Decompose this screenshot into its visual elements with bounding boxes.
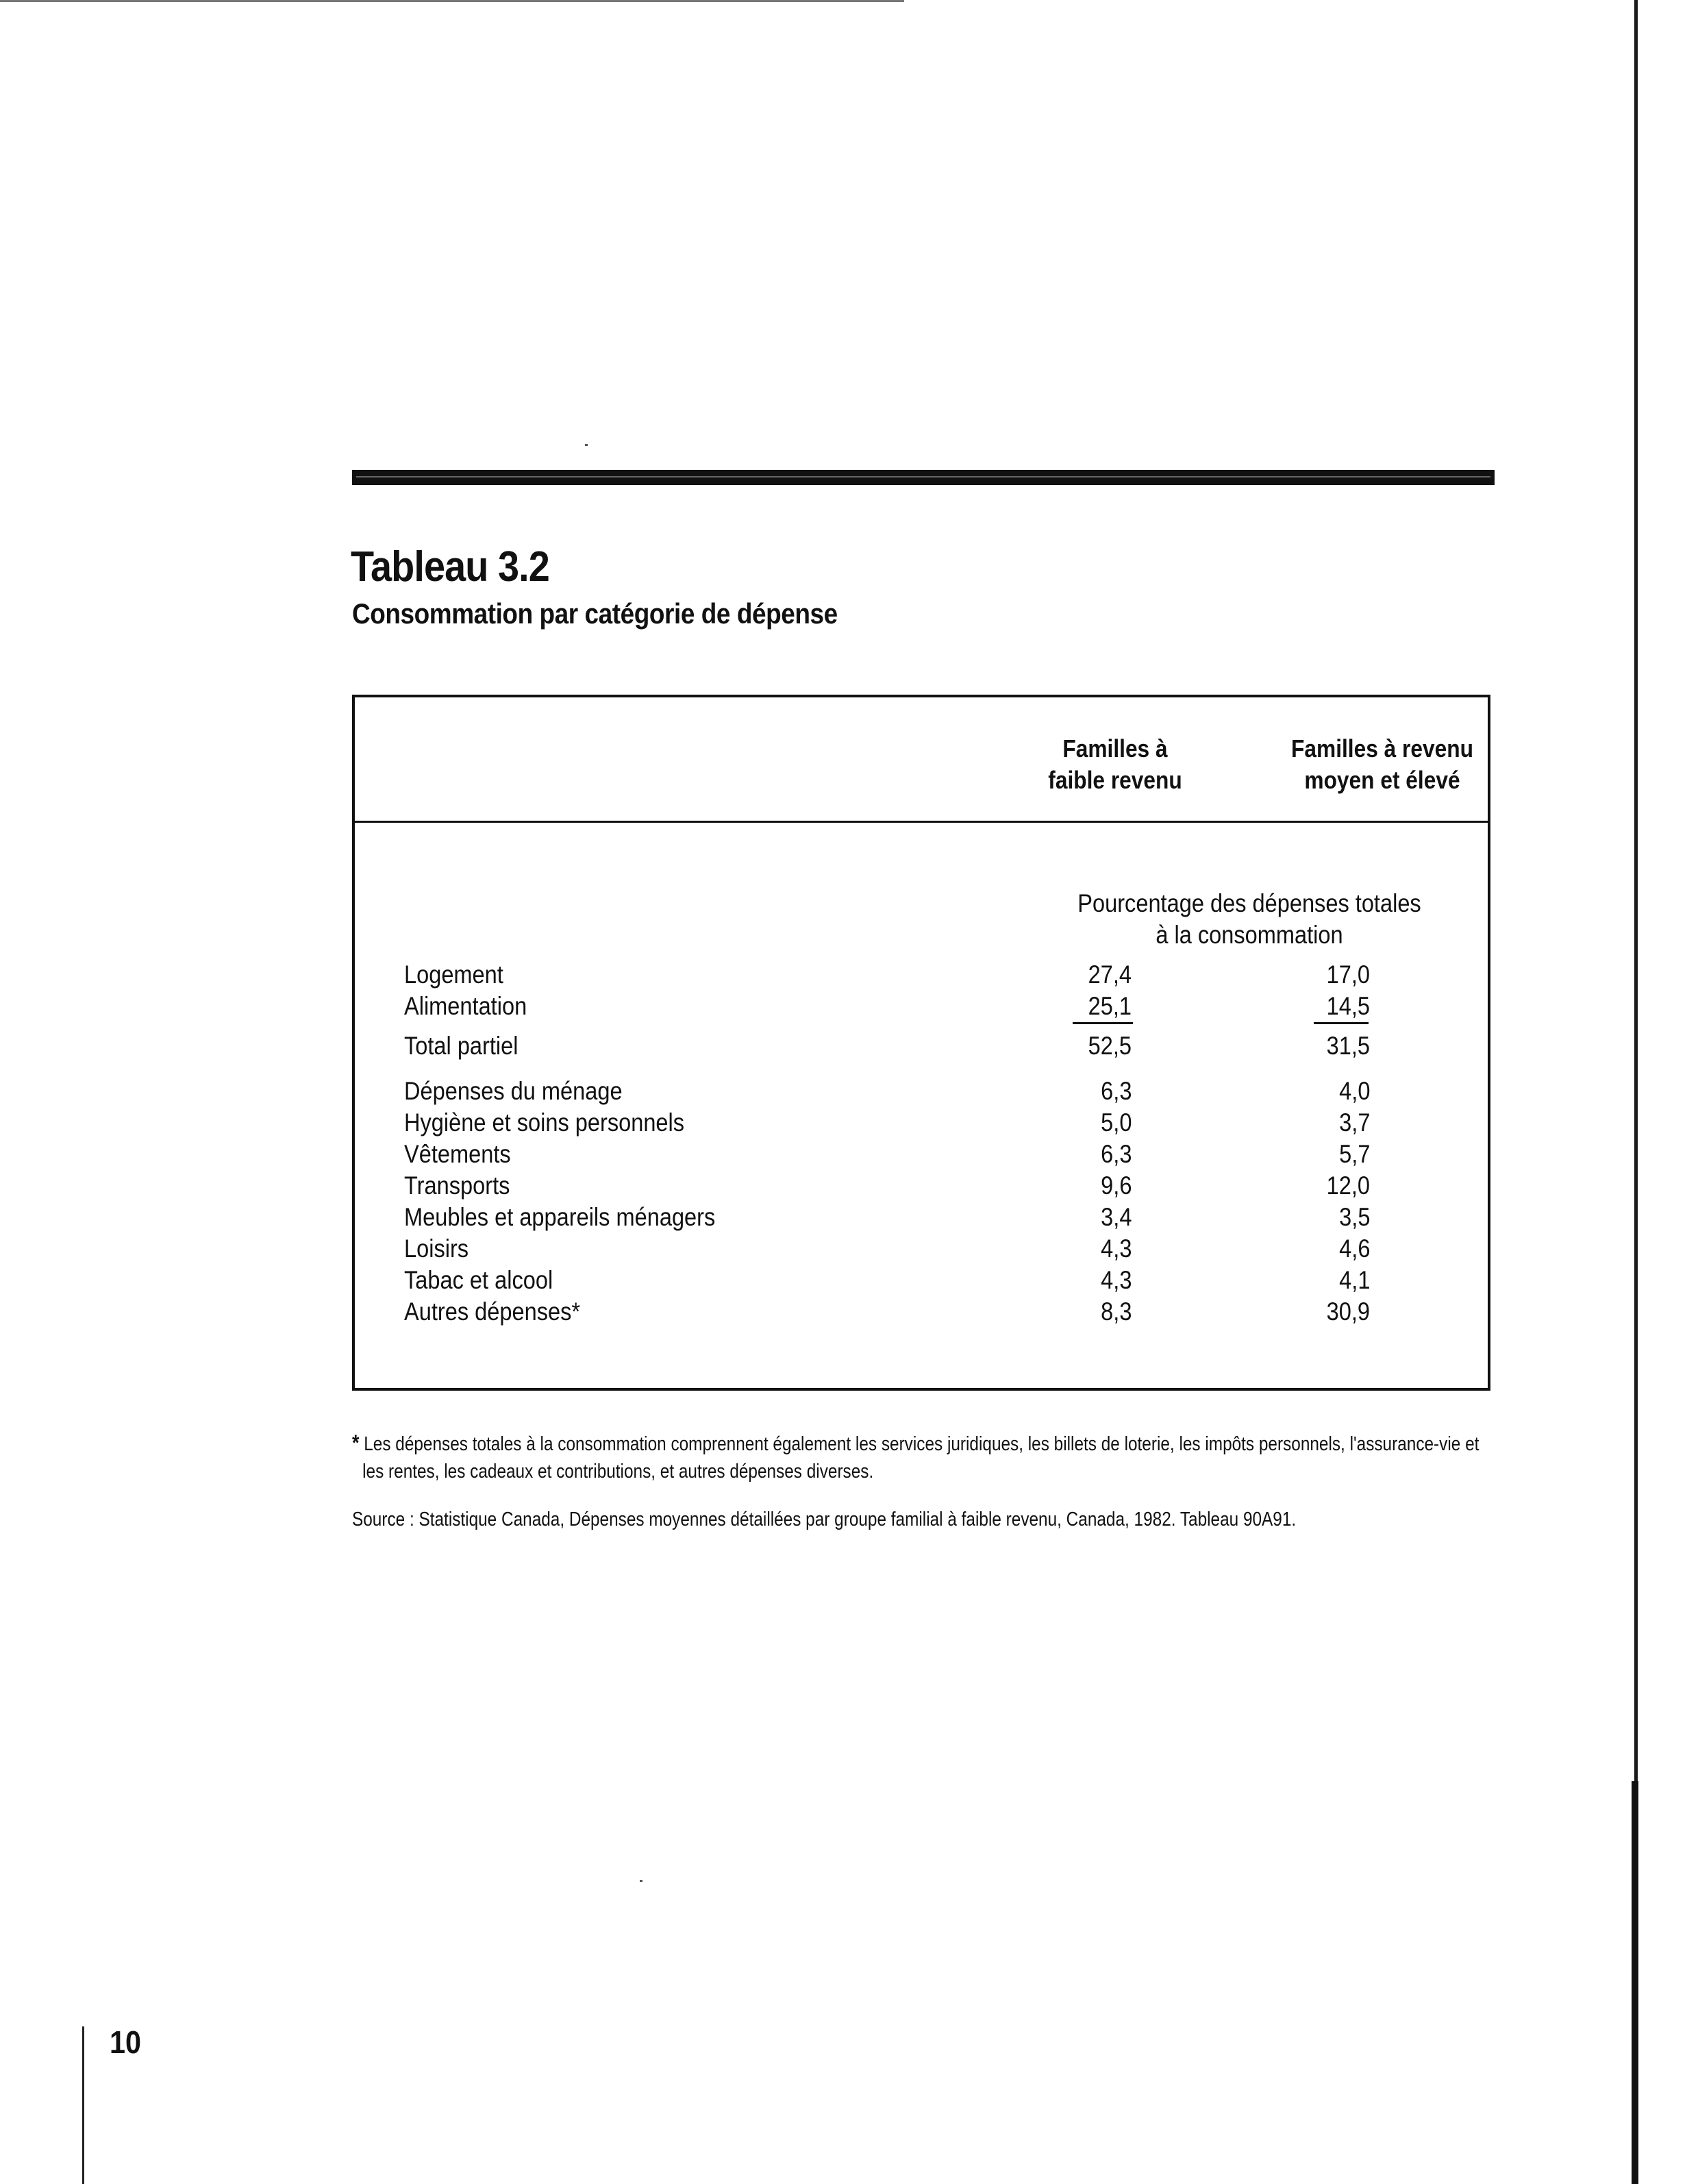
value-mid-high-income: 17,0 [1326,960,1370,989]
table-number: Tableau 3.2 [351,543,549,591]
data-table [352,695,1490,1391]
table-row [355,1202,1493,1233]
header-divider [355,821,1488,823]
subtotal-rule-mid-high-income [1314,1022,1369,1024]
value-mid-high-income: 30,9 [1326,1298,1370,1326]
units-caption-line: à la consommation [1156,921,1343,949]
row-label: Hygiène et soins personnels [404,1108,685,1137]
value-mid-high-income: 3,7 [1338,1108,1370,1137]
table-row-subtotal [355,1030,1493,1062]
row-label: Transports [404,1171,510,1200]
value-low-income: 6,3 [1100,1140,1132,1168]
value-mid-high-income: 4,0 [1338,1077,1370,1105]
footnote-line: les rentes, les cadeaux et contributions, et autres dépenses diverses. [362,1461,874,1482]
scan-speck [640,1880,642,1882]
scan-top-edge [0,0,904,2]
value-low-income: 8,3 [1100,1298,1132,1326]
value-mid-high-income: 4,1 [1338,1266,1370,1294]
table-row [355,1233,1493,1265]
subtotal-rule-low-income [1073,1022,1133,1024]
value-mid-high-income: 31,5 [1326,1032,1370,1060]
value-low-income: 6,3 [1100,1077,1132,1105]
row-label: Autres dépenses* [404,1298,581,1326]
value-low-income: 27,4 [1088,960,1132,989]
row-label: Total partiel [404,1032,519,1060]
value-mid-high-income: 3,5 [1338,1203,1370,1231]
table-row [355,1107,1493,1139]
footnote-line [352,1429,1479,1458]
heading-rule [352,470,1495,485]
column-header-line: Familles à [1062,734,1168,762]
scan-speck [585,444,588,446]
value-low-income: 5,0 [1100,1108,1132,1137]
table-row [355,1076,1493,1107]
value-low-income: 4,3 [1100,1234,1132,1263]
row-label: Tabac et alcool [404,1266,553,1294]
heading-rule-inner [356,476,1490,477]
page-margin-rule [82,2026,84,2184]
row-label: Alimentation [404,992,527,1020]
column-header-line: moyen et élevé [1304,766,1460,794]
value-low-income: 52,5 [1088,1032,1132,1060]
page-number: 10 [110,2024,142,2060]
footnote-marker: * [352,1430,360,1455]
value-low-income: 4,3 [1100,1266,1132,1294]
value-low-income: 25,1 [1088,992,1132,1020]
value-mid-high-income: 5,7 [1338,1140,1370,1168]
column-header-line: Familles à revenu [1291,734,1473,762]
row-label: Logement [404,960,503,989]
value-low-income: 9,6 [1100,1171,1132,1200]
value-mid-high-income: 12,0 [1326,1171,1370,1200]
footnote [352,1429,1479,1485]
column-header-mid-high-income [1256,733,1509,796]
column-header-line: faible revenu [1048,766,1182,794]
scan-right-edge-shadow [1632,1781,1638,2184]
row-label: Meubles et appareils ménagers [404,1203,716,1231]
value-low-income: 3,4 [1100,1203,1132,1231]
column-header-low-income [1012,733,1217,796]
units-caption-line: Pourcentage des dépenses totales [1077,889,1421,917]
row-label: Vêtements [404,1140,511,1168]
value-mid-high-income: 4,6 [1338,1234,1370,1263]
table-row [355,1170,1493,1202]
table-row [355,1265,1493,1296]
table-row [355,1296,1493,1328]
footnote-text: Les dépenses totales à la consommation comprennent également les services juridiques, les billets de loterie, les impôts personnels, l'assurance-vie et [364,1433,1479,1455]
table-row [355,1139,1493,1170]
source-note: Source : Statistique Canada, Dépenses moyennes détaillées par groupe familial à faible revenu, Canada, 1982. Tableau 90A91. [352,1509,1297,1530]
table-row [355,959,1493,991]
row-label: Dépenses du ménage [404,1077,623,1105]
row-label: Loisirs [404,1234,469,1263]
table-row [355,991,1493,1022]
value-mid-high-income: 14,5 [1326,992,1370,1020]
units-caption [1045,888,1454,951]
table-title: Consommation par catégorie de dépense [352,597,838,630]
